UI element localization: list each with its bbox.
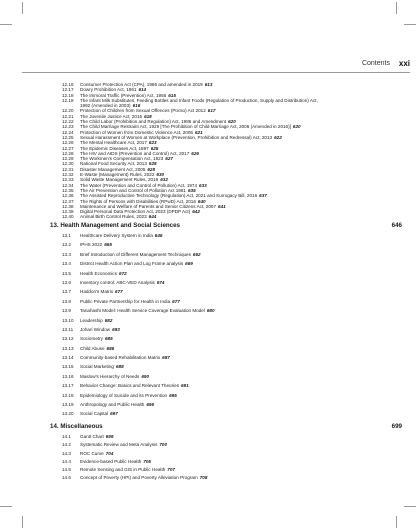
entry-number: 13.19 (62, 402, 74, 408)
entry-page: 662 (192, 251, 201, 257)
entry-number: 14.4 (62, 458, 71, 464)
entry-title: The Rights of Persons with Disabilities (RPwD) Act, 2016 (80, 198, 196, 204)
entry-title: Social Capital (80, 411, 109, 417)
toc-entry (62, 336, 392, 345)
entry-title: Brief Introduction of Different Management Techniques (80, 251, 191, 257)
entry-number: 13.7 (62, 289, 71, 295)
entry-number: 12.27 (62, 145, 74, 151)
entry-page: 630 (156, 172, 165, 178)
entry-number: 12.17 (62, 87, 74, 93)
entry-page: 682 (104, 317, 113, 323)
entry-page: 708 (199, 475, 208, 481)
entry-page: 677 (172, 298, 180, 304)
entry-title: Community-based Rehabilitation Matrix (80, 355, 161, 361)
entry-title: Health Economics (80, 270, 118, 276)
entry-number: 13.9 (62, 308, 71, 314)
crop-mark (396, 2, 397, 14)
entry-number: 12.21 (62, 113, 74, 119)
entry-number: 12.16 (62, 82, 74, 87)
entry-number: 12.37 (62, 198, 74, 204)
entry-title: National Food Security Act, 2013 (80, 161, 147, 167)
entry-page: 623 (148, 140, 157, 146)
entry-title: Digital Personal Data Protection Act, 2023 (DPDP Act) (80, 209, 191, 215)
chapter-heading (50, 423, 402, 431)
entry-page: 616 (132, 103, 141, 109)
entry-page: 669 (185, 261, 193, 267)
chapter-heading (50, 222, 402, 230)
entry-title: Inventory control: ABC-VED Analysis (80, 279, 155, 285)
crop-mark (0, 506, 12, 507)
chapter-page: 699 (391, 423, 402, 430)
entry-number: 13.2 (62, 242, 71, 248)
entry-title: Concept of Poverty (HPI) and Poverty Alleviation Program (80, 475, 198, 481)
toc-entry (62, 434, 392, 442)
entry-title: Evidence-based Public Health (80, 458, 142, 464)
entry-number: 12.33 (62, 177, 74, 183)
toc-list-chapter13 (62, 233, 392, 421)
entry-title: District Health Action Plan and Log Frame analysis (80, 261, 184, 267)
entry-title: Dowry Prohibition Act, 1961 (80, 87, 137, 93)
entry-title: Protection of Children from Sexual Offences (Pocso) Act 2012 (80, 108, 206, 114)
entry-page: 677 (115, 289, 123, 295)
entry-page: 704 (105, 450, 114, 456)
entry-number: 12.28 (62, 150, 74, 156)
entry-page: 674 (156, 279, 165, 285)
entry-number: 12.39 (62, 209, 74, 215)
entry-number: 13.3 (62, 251, 71, 257)
toc-entry (62, 252, 392, 261)
entry-page: 700 (159, 442, 168, 448)
crop-mark (22, 516, 23, 528)
crop-mark (404, 506, 416, 507)
entry-number: 12.26 (62, 140, 74, 146)
entry-page: 633 (199, 182, 207, 188)
toc-entry (62, 402, 392, 411)
entry-title: Sociometry (80, 336, 103, 342)
entry-title: Systematic Review and Meta Analysis (80, 442, 158, 448)
entry-title: Consumer Protection Act (CPA), 1986 and amended in 2019 (80, 82, 203, 87)
entry-title: The Immoral Traffic (Prevention) Act, 1956 (80, 92, 167, 98)
toc-entry (62, 411, 392, 420)
entry-title: The Juvenile Justice Act, 2015 (80, 113, 143, 119)
entry-page: 683 (112, 326, 120, 332)
entry-number: 12.32 (62, 172, 74, 178)
entry-page: 637 (259, 193, 267, 199)
toc-entry (62, 442, 392, 450)
entry-page: 644 (148, 214, 157, 220)
entry-number: 12.34 (62, 182, 74, 188)
entry-number: 13.15 (62, 364, 74, 370)
entry-title: Public Private Partnership for Health in India (80, 298, 171, 304)
entry-number: 14.1 (62, 434, 71, 439)
toc-list-chapter12 (62, 82, 392, 220)
entry-number: 12.19 (62, 97, 74, 103)
crop-mark (396, 516, 397, 528)
entry-title: IPHS 2022 (80, 242, 103, 248)
entry-number: 13.6 (62, 279, 71, 285)
entry-page: 628 (148, 161, 157, 167)
entry-title: Tanahashi Model: Health Service Coverage Evaluation Model (80, 308, 205, 314)
entry-page: 627 (165, 156, 173, 162)
entry-page: 705 (143, 458, 151, 464)
entry-number: 13.18 (62, 392, 74, 398)
entry-number: 12.40 (62, 214, 74, 220)
toc-entry (62, 289, 392, 298)
entry-page: 620 (228, 119, 236, 125)
entry-page: 691 (181, 383, 189, 389)
entry-title: Social Marketing (80, 364, 114, 370)
entry-number: 13.10 (62, 317, 74, 323)
entry-page: 685 (104, 336, 113, 342)
toc-entry (62, 327, 392, 336)
entry-number: 12.24 (62, 129, 74, 135)
entry-title: Solid Waste Management Rules, 2016 (80, 177, 159, 183)
toc-entry (62, 355, 392, 364)
toc-entry (62, 308, 392, 317)
entry-number: 12.29 (62, 156, 74, 162)
entry-number: 12.22 (62, 119, 74, 125)
entry-title: Disaster Management Act, 2005 (80, 166, 146, 172)
toc-entry (62, 214, 392, 219)
entry-title: Healthcare Delivery System in India (80, 233, 153, 238)
chapter-title: 13. Health Management and Social Sciences (50, 222, 180, 229)
entry-page: 695 (169, 392, 177, 398)
toc-entry (62, 364, 392, 373)
entry-title: Behavior Change: Basics and Relevant Theories (80, 383, 179, 389)
entry-number: 13.13 (62, 345, 74, 351)
entry-title: The Water (Prevention and Control of Pollution) Act, 1974 (80, 182, 198, 188)
entry-title: The HIV and AIDS (Prevention and Control) Act, 2017 (80, 150, 190, 156)
entry-page: 622 (274, 134, 282, 140)
entry-number: 14.3 (62, 450, 71, 456)
entry-title: The Child Marriage Restraint Act, 1929 [The Prohibition of Child Marriage Act, 2006 (Amended in 2016)] (80, 124, 291, 130)
entry-title: The Workmen's Compensation Act, 1923 (80, 156, 164, 162)
entry-number: 14.5 (62, 467, 71, 473)
crop-mark (0, 24, 12, 25)
toc-entry (62, 374, 392, 383)
entry-title: Remote Sensing and GIS in Public Health (80, 467, 166, 473)
crop-mark (404, 24, 416, 25)
toc-entry (62, 467, 392, 475)
entry-title: Leadership (80, 317, 103, 323)
header-title: Contents (361, 60, 390, 67)
entry-number: 12.18 (62, 92, 74, 98)
header-rule (22, 72, 410, 73)
toc-entry (62, 261, 392, 270)
entry-page: 707 (167, 467, 175, 473)
entry-number: 13.11 (62, 326, 74, 332)
toc-entry (62, 233, 392, 242)
entry-title: Maslow's Hierarchy of Needs (80, 373, 140, 379)
entry-title: Anthropology and Public Health (80, 402, 145, 408)
entry-page: 688 (115, 364, 124, 370)
entry-title: Haddon's Matrix (80, 289, 114, 295)
entry-title: Animal Birth Control Rules, 2023 (80, 214, 147, 220)
entry-page: 635 (187, 187, 196, 193)
entry-page: 620 (292, 124, 301, 130)
entry-title: Johari Window (80, 326, 111, 332)
entry-number: 12.23 (62, 124, 74, 130)
entry-title: 1992 (Amended in 2003) (80, 103, 131, 109)
entry-number: 12.25 (62, 134, 74, 140)
toc-entry (62, 393, 392, 402)
entry-title: Child Abuse (80, 345, 105, 351)
entry-page: 690 (141, 373, 150, 379)
entry-page: 641 (218, 203, 226, 209)
entry-title: The Air Prevention and Control of Pollution Act 1981 (80, 187, 186, 193)
entry-number: 13.12 (62, 336, 74, 342)
entry-title: Sexual Harassment of Women at Workplace (Prevention, Prohibition and Redressal) Act, 2013 (80, 134, 273, 140)
entry-number: 14.6 (62, 475, 71, 481)
entry-page: 621 (194, 129, 203, 135)
entry-page: 640 (197, 198, 206, 204)
entry-page: 618 (144, 113, 152, 119)
entry-title: ROC Curve (80, 450, 104, 456)
running-header (22, 58, 410, 76)
toc-entry (62, 318, 392, 327)
entry-title: Protection of Women from Domestic Violence Act, 2005 (80, 129, 193, 135)
entry-number: 13.1 (62, 233, 71, 238)
entry-page: 615 (168, 92, 176, 98)
toc-entry (62, 383, 392, 392)
entry-page: 655 (104, 242, 112, 248)
toc-list-chapter14 (62, 434, 392, 484)
entry-number: 12.36 (62, 193, 74, 199)
toc-entry (62, 451, 392, 459)
entry-title: Epidemiology of Suicide and its Prevention (80, 392, 168, 398)
entry-number: 13.20 (62, 411, 74, 417)
entry-page: 626 (191, 150, 199, 156)
toc-entry (62, 475, 392, 483)
entry-number: 12.38 (62, 203, 74, 209)
toc-entry (62, 299, 392, 308)
entry-page: 672 (119, 270, 127, 276)
entry-title: The Infant Milk Substitutes, Feeding Bottles and Infant Foods (Regulation of Production, Supply and Distribution) Act, (80, 97, 318, 103)
entry-page: 680 (206, 308, 215, 314)
entry-page: 625 (150, 145, 159, 151)
entry-page: 687 (162, 355, 170, 361)
entry-page: 614 (138, 87, 147, 93)
chapter-page: 646 (391, 222, 402, 229)
entry-page: 646 (154, 233, 163, 238)
entry-title: The Assisted Reproductive Technology (Regulation) Act, 2021 and Surrogacy Bill, 2016 (80, 193, 258, 199)
entry-page: 642 (192, 209, 200, 215)
entry-title: E-Waste (Management) Rules, 2022 (80, 172, 155, 178)
entry-title: The Mental Healthcare Act, 2017 (80, 140, 147, 146)
entry-number: 12.30 (62, 161, 74, 167)
entry-page: 632 (160, 177, 168, 183)
entry-number: 13.16 (62, 373, 74, 379)
toc-entry (62, 280, 392, 289)
entry-title: Gantt Chart (80, 434, 104, 439)
entry-page: 699 (105, 434, 114, 439)
chapter-title: 14. Miscellaneous (50, 423, 103, 430)
entry-page: 628 (147, 166, 156, 172)
entry-number: 12.35 (62, 187, 74, 193)
entry-number: 13.14 (62, 355, 74, 361)
entry-number: 13.8 (62, 298, 71, 304)
entry-title: The Epidemic Diseases Act, 1897 (80, 145, 149, 151)
entry-page: 686 (106, 345, 115, 351)
entry-number: 13.5 (62, 270, 71, 276)
entry-page: 617 (207, 108, 216, 114)
entry-number: 12.31 (62, 166, 74, 172)
entry-number: 14.2 (62, 442, 71, 448)
entry-number: 13.4 (62, 261, 71, 267)
entry-page: 613 (204, 82, 213, 87)
entry-title: The Child Labor (Prohibition and Regulation) Act, 1986 and Amendment (80, 119, 227, 125)
toc-entry (62, 271, 392, 280)
entry-page: 696 (146, 402, 155, 408)
entry-page: 697 (110, 411, 118, 417)
entry-title: Maintenance and Welfare of Parents and Senior Citizens Act, 2007 (80, 203, 217, 209)
toc-entry (62, 346, 392, 355)
entry-number: 12.20 (62, 108, 74, 114)
header-page-number: xxi (398, 59, 410, 68)
toc-entry (62, 242, 392, 251)
entry-number: 13.17 (62, 383, 74, 389)
crop-mark (22, 2, 23, 14)
toc-entry (62, 459, 392, 467)
